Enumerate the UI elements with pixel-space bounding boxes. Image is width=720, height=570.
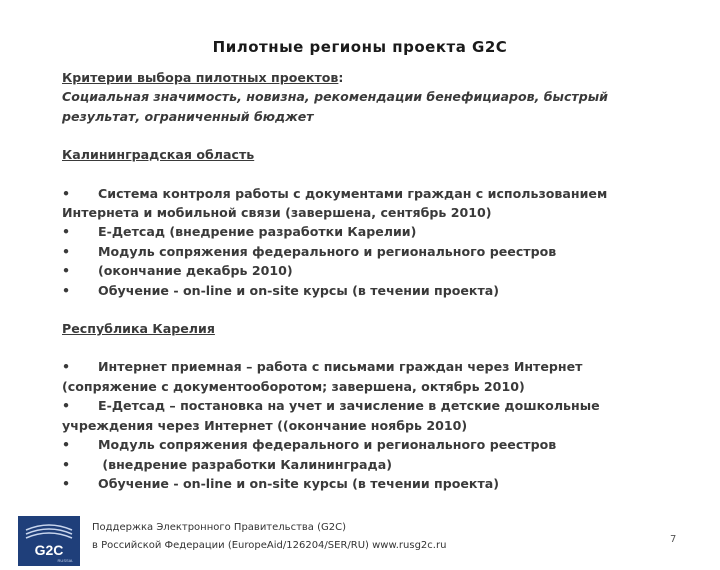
kaliningrad-item-4-text: (окончание декабрь 2010): [98, 263, 293, 279]
karelia-item-5: [62, 474, 702, 493]
kaliningrad-item-1-cont: Интернета и мобильной связи (завершена, сентябрь 2010): [62, 205, 492, 221]
g2c-logo: [18, 516, 80, 566]
criteria-text-line1: Социальная значимость, новизна, рекомендации бенефициаров, быстрый: [62, 89, 608, 105]
kaliningrad-item-1-text: Система контроля работы с документами граждан с использованием: [98, 185, 608, 201]
karelia-heading: Республика Карелия: [62, 321, 215, 337]
kaliningrad-item-1: [62, 184, 702, 203]
karelia-item-1-cont: (сопряжение с документооборотом; завершена, октябрь 2010): [62, 378, 525, 394]
logo-subtext: RUSSIA: [57, 558, 73, 563]
bullet: •: [62, 437, 71, 453]
kaliningrad-item-4: [62, 261, 702, 280]
page-number: 7: [670, 534, 677, 545]
bullet: •: [62, 398, 71, 414]
bullet: •: [62, 282, 71, 298]
bullet: •: [62, 359, 71, 375]
footer-line2: в Российской Федерации (EuropeAid/126204/SER/RU) www.rusg2c.ru: [92, 540, 447, 551]
bullet: •: [62, 243, 71, 259]
karelia-item-2: [62, 396, 702, 415]
kaliningrad-heading: Калининградская область: [62, 147, 255, 163]
kaliningrad-item-3: [62, 242, 702, 261]
karelia-item-5-text: Обучение - on-line и on-site курсы (в течении проекта): [98, 475, 500, 491]
karelia-item-4: [62, 455, 702, 474]
bullet: •: [62, 185, 71, 201]
footer: [92, 519, 446, 555]
kaliningrad-item-5: [62, 281, 702, 300]
karelia-item-3-text: Модуль сопряжения федерального и регионального реестров: [98, 437, 557, 453]
footer-line1: Поддержка Электронного Правительства (G2C): [92, 522, 346, 533]
bullet: •: [62, 475, 71, 491]
kaliningrad-item-3-text: Модуль сопряжения федерального и регионального реестров: [98, 243, 557, 259]
kaliningrad-item-2-text: Е-Детсад (внедрение разработки Карелии): [98, 224, 417, 240]
criteria-colon: :: [338, 70, 344, 85]
bullet: •: [62, 263, 71, 279]
karelia-item-2-cont: учреждения через Интернет ((окончание ноябрь 2010): [62, 417, 468, 433]
criteria-heading: Критерии выбора пилотных проектов: [62, 70, 339, 85]
slide-title: Пилотные регионы проекта G2C: [212, 38, 508, 56]
criteria-heading-line: [62, 68, 702, 87]
kaliningrad-item-5-text: Обучение - on-line и on-site курсы (в течении проекта): [98, 282, 500, 298]
karelia-item-1-text: Интернет приемная – работа с письмами граждан через Интернет: [98, 359, 583, 375]
slide-content: [62, 68, 702, 493]
criteria-text-line2: результат, ограниченный бюджет: [62, 108, 314, 124]
karelia-item-1: [62, 357, 702, 376]
g2c-logo-graphic: [18, 516, 80, 566]
kaliningrad-item-2: [62, 222, 702, 241]
karelia-item-2-text: Е-Детсад – постановка на учет и зачисление в детские дошкольные: [98, 398, 600, 414]
bullet: •: [62, 224, 71, 240]
karelia-item-4-text: (внедрение разработки Калининграда): [98, 456, 392, 472]
logo-text: G2C: [34, 542, 64, 558]
karelia-item-3: [62, 435, 702, 454]
bullet: •: [62, 456, 71, 472]
